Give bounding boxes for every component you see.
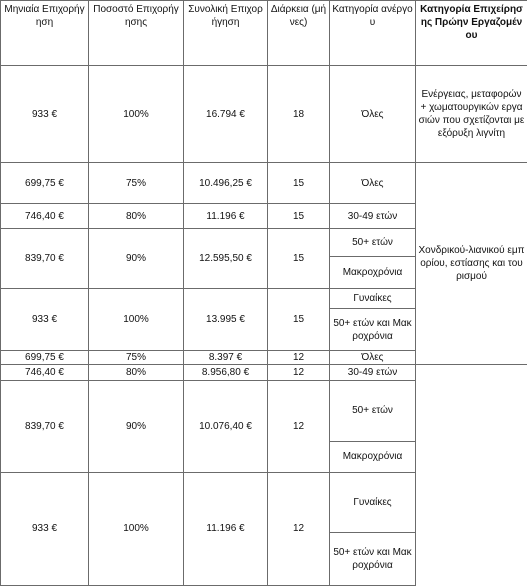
cell-monthly: 839,70 € (1, 381, 89, 473)
cell-percent: 90% (89, 381, 184, 473)
cell-duration: 12 (268, 365, 330, 381)
cell-monthly: 746,40 € (1, 204, 89, 229)
cell-duration: 12 (268, 381, 330, 473)
cell-category: Γυναίκες (330, 472, 416, 533)
cell-percent: 90% (89, 229, 184, 289)
cell-monthly: 746,40 € (1, 365, 89, 381)
cell-category: 30-49 ετών (330, 365, 416, 381)
cell-category: 50+ ετών (330, 229, 416, 257)
cell-monthly: 839,70 € (1, 229, 89, 289)
table-row (1, 163, 527, 204)
cell-duration: 15 (268, 204, 330, 229)
cell-category: Όλες (330, 351, 416, 365)
cell-duration: 18 (268, 66, 330, 163)
table-row (1, 365, 527, 381)
cell-category: 50+ ετών (330, 381, 416, 442)
cell-company-category: Ενέργειας, μεταφορών + χωματουργικών εργασιών που σχετίζονται με εξόρυξη λιγνίτη (416, 66, 527, 163)
cell-percent: 75% (89, 351, 184, 365)
cell-monthly: 933 € (1, 66, 89, 163)
cell-category: 50+ ετών και Μακροχρόνια (330, 533, 416, 586)
cell-category: 30-49 ετών (330, 204, 416, 229)
cell-total: 12.595,50 € (184, 229, 268, 289)
cell-company-category: Χονδρικού-λιανικού εμπορίου, εστίασης και τουρισμού (416, 163, 527, 365)
cell-monthly: 933 € (1, 472, 89, 586)
header-total: Συνολική Επιχορήγηση (184, 1, 268, 66)
cell-monthly: 933 € (1, 289, 89, 351)
table-row (1, 381, 527, 442)
cell-category: Όλες (330, 163, 416, 204)
cell-total: 11.196 € (184, 204, 268, 229)
cell-total: 13.995 € (184, 289, 268, 351)
cell-total: 8.397 € (184, 351, 268, 365)
cell-percent: 100% (89, 66, 184, 163)
cell-category: 50+ ετών και Μακροχρόνια (330, 309, 416, 351)
cell-monthly: 699,75 € (1, 351, 89, 365)
cell-percent: 80% (89, 204, 184, 229)
cell-total: 10.496,25 € (184, 163, 268, 204)
cell-total: 16.794 € (184, 66, 268, 163)
cell-percent: 75% (89, 163, 184, 204)
cell-total: 10.076,40 € (184, 381, 268, 473)
cell-total: 8.956,80 € (184, 365, 268, 381)
cell-category: Μακροχρόνια (330, 441, 416, 472)
cell-category: Όλες (330, 66, 416, 163)
cell-category: Γυναίκες (330, 289, 416, 309)
cell-duration: 15 (268, 229, 330, 289)
header-company-category: Κατηγορία Επιχείρησης Πρώην Εργαζομένου (416, 1, 527, 66)
cell-duration: 12 (268, 351, 330, 365)
cell-percent: 100% (89, 289, 184, 351)
cell-percent: 80% (89, 365, 184, 381)
header-unemployed-category: Κατηγορία ανέργου (330, 1, 416, 66)
cell-duration: 12 (268, 472, 330, 586)
header-percent: Ποσοστό Επιχορήγησης (89, 1, 184, 66)
header-duration: Διάρκεια (μήνες) (268, 1, 330, 66)
cell-monthly: 699,75 € (1, 163, 89, 204)
cell-duration: 15 (268, 289, 330, 351)
cell-category: Μακροχρόνια (330, 257, 416, 289)
table-row (1, 66, 527, 163)
table-row (1, 472, 527, 533)
cell-percent: 100% (89, 472, 184, 586)
header-monthly: Μηνιαία Επιχορήγηση (1, 1, 89, 66)
cell-duration: 15 (268, 163, 330, 204)
table-header-row (1, 1, 527, 66)
cell-total: 11.196 € (184, 472, 268, 586)
